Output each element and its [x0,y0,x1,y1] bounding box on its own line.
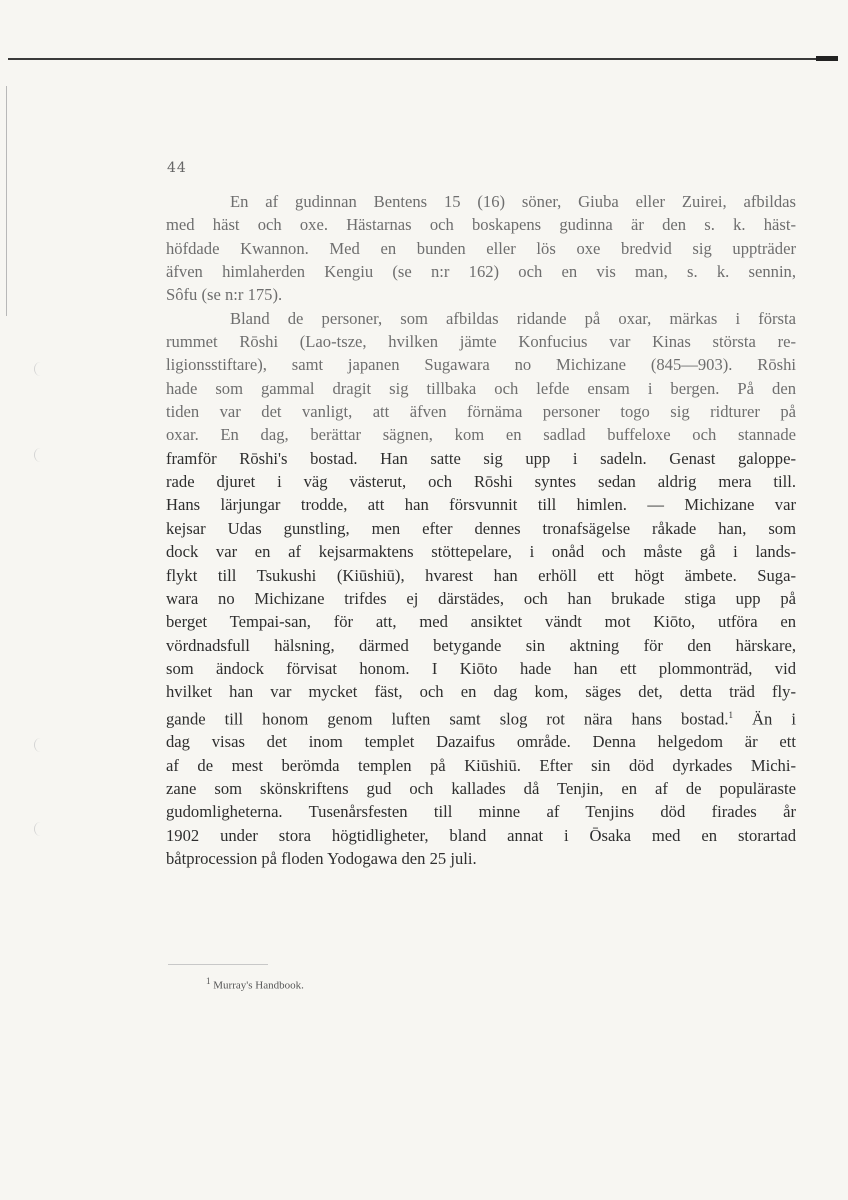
text-line: dag visas det inom templet Dazaifus område. Denna helgedom är ett [166,732,796,752]
text-line: höfdade Kwannon. Med en bunden eller lös oxe bredvid sig uppträder [166,238,796,258]
text-segment: Än i [733,709,797,729]
text-line: 1902 under stora högtidligheter, bland annat i Ōsaka med en storartad [166,825,796,845]
text-line: båtprocession på floden Yodogawa den 25 juli. [166,849,477,869]
text-line: berget Tempai-san, för att, med ansiktet vändt mot Kiōto, utföra en [166,612,796,632]
text-line: Sôfu (se n:r 175). [166,285,283,305]
text-line: med häst och oxe. Hästarnas och boskapens gudinna är den s. k. häst- [166,215,796,235]
text-line: som ändock förvisat honom. I Kiōto hade han ett plommonträd, vid [166,658,796,678]
footnote-reference: 1 [728,709,733,720]
text-line: af de mest berömda templen på Kiūshiū. Efter sin död dyrkades Michi- [166,755,796,775]
text-line: framför Rōshi's bostad. Han satte sig upp i sadeln. Genast galoppe- [166,448,796,468]
text-line: En af gudinnan Bentens 15 (16) söner, Giuba eller Zuirei, afbildas [230,192,796,211]
body-text [166,190,796,871]
punch-hole-mark [34,448,47,462]
text-line: hade som gammal dragit sig tillbaka och lefde ensam i bergen. På den [166,378,796,398]
text-line: oxar. En dag, berättar sägnen, kom en sadlad buffeloxe och stannade [166,425,796,445]
text-line: äfven himlaherden Kengiu (se n:r 162) och en vis man, s. k. sennin, [166,262,796,282]
text-line: Hans lärjungar trodde, att han försvunnit till himlen. — Michizane var [166,495,796,515]
text-segment: gande till honom genom luften samt slog rot nära hans bostad. [166,709,729,729]
page-number: 44 [167,160,187,176]
text-line: rummet Rōshi (Lao-tsze, hvilken jämte Konfucius var Kinas största re- [166,332,796,352]
top-border-rule [8,58,838,60]
text-line: hvilket han var mycket fäst, och en dag kom, säges det, detta träd fly- [166,682,796,702]
text-line: Bland de personer, som afbildas ridande på oxar, märkas i första [230,308,796,328]
text-line: zane som skönskriftens gud och kallades då Tenjin, en af de populäraste [166,779,796,799]
text-line: ligionsstiftare), samt japanen Sugawara no Michizane (845—903). Rōshi [166,355,796,375]
left-margin-line [6,86,7,316]
punch-hole-mark [34,362,47,376]
punch-hole-mark [34,738,47,752]
text-line: gudomligheterna. Tusenårsfesten till minne af Tenjins död firades år [166,802,796,822]
footnote-divider [168,964,268,965]
text-line: flykt till Tsukushi (Kiūshiū), hvarest han erhöll ett högt ämbete. Suga- [166,565,796,585]
footnote-marker: 1 [206,976,211,986]
punch-hole-mark [34,822,47,836]
footnote [206,976,304,992]
text-line: rade djuret i väg västerut, och Rōshi syntes sedan aldrig mera till. [166,472,796,492]
text-line: kejsar Udas gunstling, men efter dennes tronafsägelse råkade han, som [166,518,796,538]
text-line-with-footnote [166,704,796,731]
footnote-text: Murray's Handbook. [213,979,304,992]
text-line: vördnadsfull hälsning, därmed betygande sin aktning för den härskare, [166,635,796,655]
text-line: dock var en af kejsarmaktens stöttepelare, i onåd och måste gå i lands- [166,542,796,562]
text-line: tiden var det vanligt, att äfven förnäma personer togo sig ridturer på [166,402,796,422]
text-line: wara no Michizane trifdes ej därstädes, och han brukade stiga upp på [166,588,796,608]
top-border-mark [816,56,838,61]
